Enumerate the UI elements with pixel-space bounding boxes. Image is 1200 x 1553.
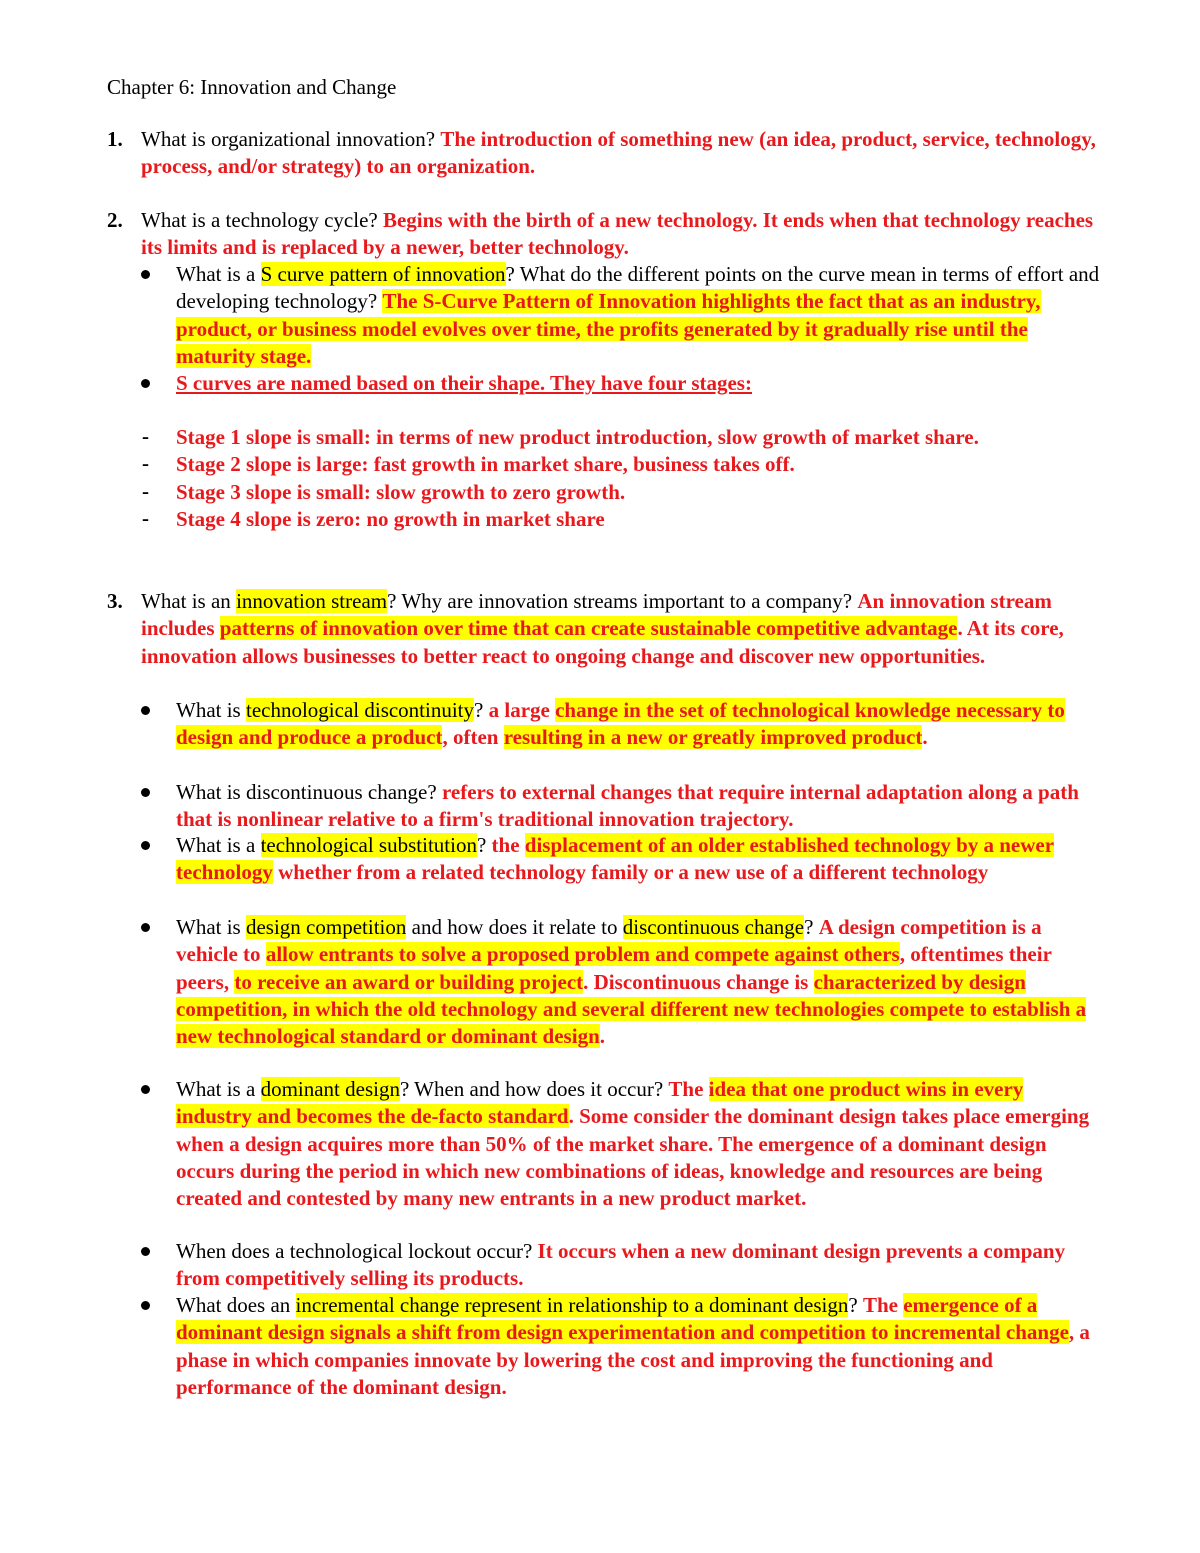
- bullet-item: [140, 832, 1100, 887]
- question-text: What is an: [141, 589, 237, 613]
- answer-text: Begins with the birth of a new technology. It ends when that technology reaches its limits and is replaced by a newer, better technology.: [141, 208, 1094, 260]
- question-number: 2.: [107, 208, 123, 232]
- highlighted-term: innovation stream: [236, 589, 388, 613]
- highlighted-term: dominant design: [260, 1077, 400, 1101]
- question-body: [141, 126, 1107, 181]
- answer-highlight: emergence of a dominant design signals a shift from design experimentation and competition to incremental change: [176, 1293, 1069, 1345]
- question-number: 1.: [107, 127, 123, 151]
- answer-text: An innovation stream includes: [141, 589, 1052, 641]
- answer-text: refers to external changes that require internal adaptation along a path that is nonlinear relative to a firm's traditional innovation trajectory.: [176, 780, 1079, 832]
- stage-item: - Stage 4 slope is zero: no growth in market share: [140, 506, 1100, 533]
- answer-highlight: displacement of an older established technology by a newer technology: [176, 833, 1055, 885]
- answer-highlight: resulting in a new or greatly improved product: [503, 725, 923, 750]
- highlighted-term: discontinuous change: [622, 915, 805, 939]
- stage-text: Stage 3 slope is small: slow growth to zero growth.: [176, 480, 626, 504]
- question-text: What is organizational innovation?: [141, 127, 436, 151]
- bullet-item: [140, 697, 1100, 752]
- highlighted-term: S curve pattern of innovation: [260, 262, 506, 286]
- bullet-body: When does a technological lockout occur? It occurs when a new dominant design prevents a company from competitively selling its products.: [176, 1239, 1066, 1291]
- answer-highlight: idea that one product wins in every industry and becomes the de-facto standard: [176, 1077, 1024, 1129]
- highlighted-term: incremental change represent in relationship to a dominant design: [295, 1293, 849, 1317]
- stage-item: - Stage 1 slope is small: in terms of new product introduction, slow growth of market share.: [140, 424, 1100, 451]
- question-body: [141, 207, 1107, 262]
- answer-text: The introduction of something new (an idea, product, service, technology, process, and/or strategy) to an organization.: [141, 127, 1096, 179]
- answer-text: The S-Curve Pattern of Innovation highlights the fact that as an industry, product, or business model evolves over time, the profits generated by it gradually rise until the maturity stage.: [176, 289, 1041, 368]
- bullet-body: What is a dominant design? When and how does it occur? The idea that one product wins in every industry and becomes the de-facto standard. Some consider the dominant design takes place emerging when a design acquires more than 50% of the market share. The emergence of a dominant design occurs during the period in which new combinations of ideas, knowledge and resources are being created and contested by many new entrants in a new product market.: [176, 1077, 1090, 1211]
- bullet-body: What is design competition and how does it relate to discontinuous change? A design competition is a vehicle to allow entrants to solve a proposed problem and compete against others, oftentimes their peers, to receive an award or building project. Discontinuous change is characterized by design competition, in which the old technology and several different new technologies compete to establish a new technological standard or dominant design.: [176, 915, 1087, 1049]
- highlighted-term: design competition: [245, 915, 407, 939]
- stage-text: Stage 4 slope is zero: no growth in market share: [176, 507, 605, 531]
- highlighted-term: technological discontinuity: [245, 698, 475, 722]
- answer-text: S curves are named based on their shape. They have four stages:: [176, 371, 752, 395]
- question-text: What is a: [176, 262, 261, 286]
- question-1: [107, 126, 1107, 181]
- answer-text: . At its core, innovation allows businesses to better react to ongoing change and discover new opportunities.: [141, 616, 1064, 668]
- question-3: [107, 588, 1107, 670]
- bullet-body: What is discontinuous change? refers to external changes that require internal adaptation along a path that is nonlinear relative to a firm's traditional innovation trajectory.: [176, 780, 1079, 832]
- answer-highlight: to receive an award or building project: [234, 969, 584, 994]
- bullet-item: [140, 1238, 1100, 1293]
- page-title: Chapter 6: Innovation and Change: [107, 75, 397, 99]
- stage-item: - Stage 3 slope is small: slow growth to zero growth.: [140, 479, 1100, 506]
- highlighted-term: technological substitution: [260, 833, 477, 857]
- stage-item: - Stage 2 slope is large: fast growth in market share, business takes off.: [140, 451, 1100, 478]
- question-text: ? What do the different points on the curve mean in terms of effort and developing technology?: [176, 262, 1100, 314]
- stage-text: Stage 1 slope is small: in terms of new product introduction, slow growth of market share.: [176, 425, 979, 449]
- bullet-body: [176, 261, 1100, 370]
- bullet-body: What does an incremental change represent in relationship to a dominant design? The emergence of a dominant design signals a shift from design experimentation and competition to incremental change, a phase in which companies innovate by lowering the cost and improving the functioning and performance of the dominant design.: [176, 1293, 1090, 1399]
- stage-text: Stage 2 slope is large: fast growth in market share, business takes off.: [176, 452, 795, 476]
- answer-text: It occurs when a new dominant design prevents a company from competitively selling its products.: [176, 1239, 1066, 1291]
- question-body: [141, 588, 1107, 670]
- bullet-item: [140, 1076, 1100, 1212]
- answer-highlight: allow entrants to solve a proposed problem and compete against others: [265, 942, 900, 967]
- bullet-item: [140, 370, 1100, 397]
- bullet-body: [176, 370, 1100, 397]
- question-text: ? Why are innovation streams important to a company?: [387, 589, 853, 613]
- answer-highlight: patterns of innovation over time that can create sustainable competitive advantage: [219, 616, 958, 641]
- answer-highlight: change in the set of technological knowledge necessary to design and produce a product: [176, 698, 1065, 750]
- answer-highlight: characterized by design competition, in which the old technology and several different new technologies compete to establish a new technological standard or dominant design: [176, 969, 1087, 1049]
- bullet-body: What is a technological substitution? the displacement of an older established technology by a newer technology whether from a related technology family or a new use of a different technology: [176, 833, 1055, 885]
- bullet-body: What is technological discontinuity? a large change in the set of technological knowledge necessary to design and produce a product, often resulting in a new or greatly improved product.: [176, 698, 1065, 750]
- question-2: [107, 207, 1107, 262]
- bullet-item: [140, 914, 1100, 1050]
- bullet-item: [140, 1292, 1100, 1401]
- question-text: What is a technology cycle?: [141, 208, 378, 232]
- question-number: 3.: [107, 589, 123, 613]
- bullet-item: [140, 779, 1100, 834]
- bullet-item: [140, 261, 1100, 370]
